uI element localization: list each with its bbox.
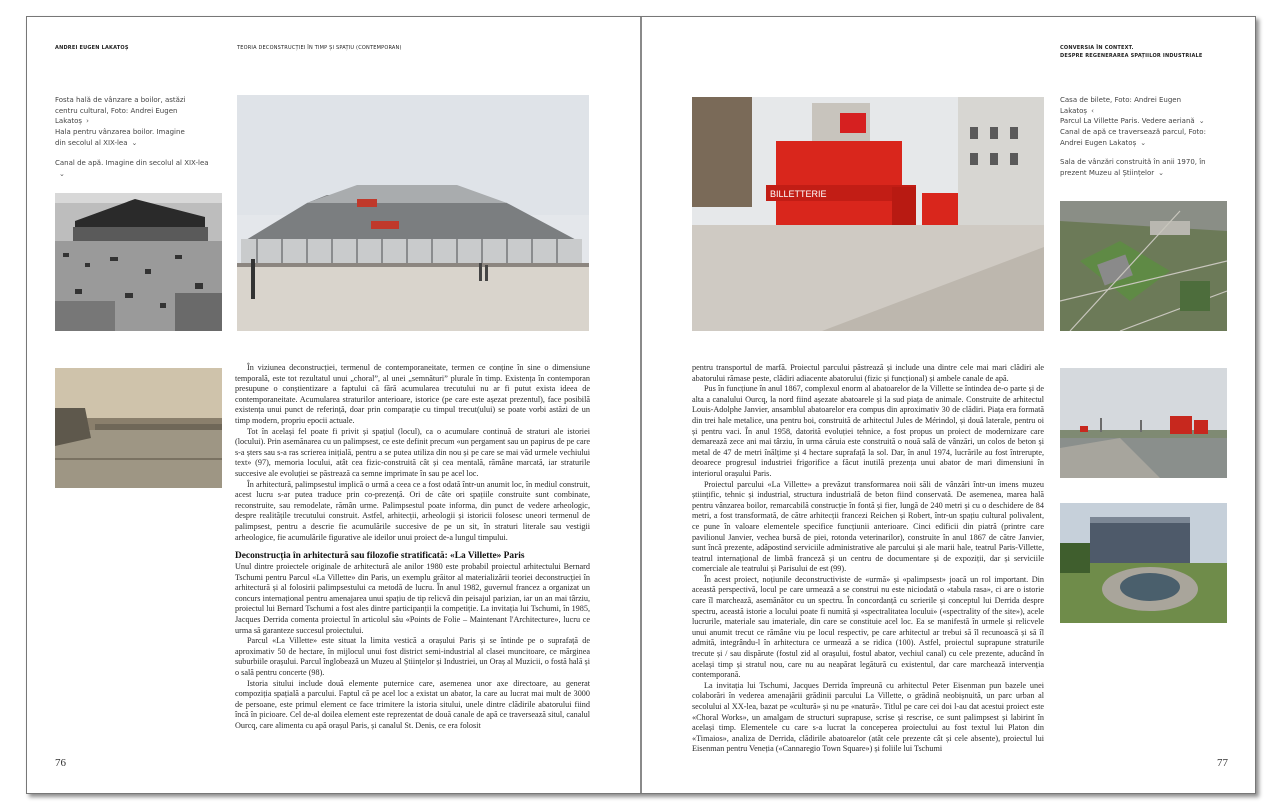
historic-canal-photo: [55, 368, 222, 488]
billetterie-photo: [692, 97, 1044, 331]
aerial-park-photo: [1060, 201, 1227, 331]
right-page: [642, 17, 1255, 793]
left-page: [27, 17, 640, 793]
historic-hall-photo: [55, 193, 222, 331]
book-spread: [26, 16, 1256, 794]
running-head-author: ANDREI EUGEN LAKATOȘ: [55, 45, 129, 51]
chevron-left-icon: ‹: [1091, 106, 1094, 115]
billetterie-sign: BILLETTERIE: [770, 189, 827, 199]
running-head-title: TEORIA DECONSTRUCȚIEI ÎN TIMP ȘI SPAȚIU (CONTEMPORAN): [237, 45, 402, 51]
caption-hall-today: Fosta hală de vânzare a boilor, astăzi centru cultural, Foto: Andrei Eugen Lakatoș ›: [55, 96, 186, 125]
caption-canal-park: Canal de apă ce traversează parcul, Foto: Andrei Eugen Lakatoș ⌄: [1060, 128, 1206, 147]
canal-folly-photo: [1060, 368, 1227, 478]
running-head-line1: CONVERSIA ÎN CONTEXT.: [1060, 45, 1134, 51]
chevron-down-icon: ⌄: [131, 138, 138, 147]
science-museum-photo: [1060, 503, 1227, 623]
chevron-right-icon: ›: [86, 117, 89, 125]
grande-halle-photo: [237, 95, 589, 331]
right-body-text: pentru transportul de marfă. Proiectul parcului păstrează și include una dintre cele mai mari clădiri ale abatorului rămase peste, clădiri adiacente abatorului (fizic și funcțional) și ambele canale de apă. Pus în funcțiune în anul 1867, complexul enorm al abatoarelor de la Villette se întindea de-o parte și de alta a canalului Ourcq, la nord fiind așezate abatoarele și la sud piața de animale. Construite de arhitectul Louis-Adolphe Janvier, ansamblul abatoarelor era compus din aproximativ 30 de clădiri. Piața era formată din trei hale metalice, una pentru boi, construită de arhitectul Jules de Mérindol, și două laterale, pentru oi și pentru vaci. În anul 1958, datorită evoluției tehnice, a fost propus un proiect de modernizare care demarează zece ani mai târziu, în urma căruia este construită o nouă sală de vânzări, un colos de beton și metal de 47 de metri înălțime și 4 hectare suprafață la sol. Dar, în anul 1974, lucrările au fost întrerupte, deoarece progresul industriei frigorifice a făcut inutilă prezența unui abator de mari dimensiuni în interiorul orașului Paris. Proiectul parcului «La Villette» a prevăzut transformarea noii săli de vânzări într-un imens muzeu științific, tehnic și industrial, structura industrială de beton fiind conservată. De asemenea, marea hală pentru vânzarea boilor, remarcabilă construcție în fontă și fier, lungă de 240 metri și cu o deschidere de 84 metri, a fost transformată, de către arhitecții francezi Reichen și Robert, într-un spațiu cultural polivalent, ce pune în valoare elementele specifice funcțiunii anterioare. Cinci edificii din piatră (printre care pavilionul Janvier, vechea bursă de piei, rotonda veterinarilor), construite în anul 1867 de către Janvier, sunt încă prezente, adăpostind serviciile administrative ale parcului și ale marii hale, teatrul Paris-Villette, teatrul internațional de limbă franceză și un centru de documentare și de expoziții, dar și serviciile comerciale ale teatrului și Parisului de est (99). În acest proiect, noțiunile deconstructiviste de «urmă» și «palimpsest» joacă un rol important. Din această perspectivă, locul pe care urmează a se construi nu este niciodată o «tabula rasa», ci are o istorie care îl marchează, asemănător cu un spectru. În concordanță cu scrierile și conceptul lui Derrida despre spectru, această istorie a locului poate fi numită și «spectralitatea locului» («spectrality of the site»), acele lucrurile, materiale sau imateriale, din care se constituie acel loc. Ea se manifestă în urmele și relicvele unui anumit trecut ce rămâne viu pe locul respectiv, pe care arhitectul ar trebui să îl recunoască și să îl admită, integrându-l în arhitectura ce urmează a se ridica (100). Astfel, proiectul suprapune straturile trecute și / sau dispărute (fostul zid al orașului, fostul abator, vechiul canal) cu cele prezente, aducând în același timp și stratul nou, care nu au neapărat legătură cu existentul, dar care marchează intervenția contemporană. La invitația lui Tschumi, Jacques Derrida împreună cu arhitectul Peter Eisenman pun bazele unei colaborări în vederea amenajării grădinii parcului La Villette, o grădină neobișnuită, un parc urban al secolului al XX-lea, bazat pe «cultură» și nu pe «natură». Titlul pe care cei doi l-au dat acestui proiect este «Choral Works», un amalgam de structuri suprapuse, scrise și rescrise, ce sunt palimpsest și labirint în același timp. Elementele cu care s-a lucrat la conceperea proiectului au fost textul lui Platon din «Timaios», analiza de Derrida, clădirile abatoarelor (atât cele prezente cât și cele absente), proiectul lui Eisenman pentru Veneția («Cannaregio Town Square») și foliile lui Tschumi: [692, 363, 1044, 754]
chevron-down-icon: ⌄: [59, 169, 65, 178]
running-head-line2: DESPRE REGENERAREA SPAȚIILOR INDUSTRIALE: [1060, 53, 1203, 59]
caption-aerial-view: Parcul La Villette Paris. Vedere aeriană ⌄: [1060, 117, 1205, 125]
caption-canal-19th-century: Canal de apă. Imagine din secolul al XIX-lea⌄: [55, 159, 209, 178]
section-heading: Deconstrucția în arhitectură sau filozofie stratificată: «La Villette» Paris: [235, 551, 525, 562]
caption-hall-19th-century: Hala pentru vânzarea boilor. Imagine din secolul al XIX-lea ⌄: [55, 128, 185, 147]
left-body-text: În viziunea deconstrucției, termenul de contemporaneitate, termen ce conține în sine o dimensiune temporală, este tot rezultatul unui „choral”, al unei „semnături” plurale în timp. Existența în contemporan presupune o conștientizare a faptului că fără acumularea trecutului nu ar fi putut exista ideea de contemporaneitate. Acumularea straturilor anterioare, istorice (pe care este așezat prezentul), face posibilă existența unui punct de referință, doar prin comparație cu timpul trecut(ului) se poate vorbi astăzi de un timp modern, propriu epocii actuale. Tot în același fel poate fi privit și spațiul (locul), ca o acumulare continuă de straturi ale istoriei (locului). Prin asemănarea cu un palimpsest, ce este definit precum «un pergament sau un papirus de pe care s-a șters sau s-a ras scrierea inițială, pentru a se putea utiliza din nou și pe care se mai văd urmele vechiului text» (97), memoria locului, atât cea fizic-construită cât și cea mentală, rămâne marcată, iar straturile succesive ale evoluției se păstrează ca semne imprimate în sau pe acel loc. În arhitectură, palimpsestul implică o urmă a ceea ce a fost odată într-un anumit loc, în mediul construit, acest lucru s-ar putea traduce prin co-prezență. Ori de câte ori spațiile construite sunt combinate, reconstruite, sau remodelate, rămân urme. Palimpsestul poate informa, din punct de vedere arheologic, despre realitățile trecutului construit. Astfel, arhitecții, arheologii și istoricii folosesc uneori termenul de palimpsest, pentru a descrie fie acumulările succesive de pe un sit, în straturi literale sau vestigii arheologice, fie acumulările figurative ale ideilor unui proiect de-a lungul timpului. Deconstrucția în arhitectură sau filozofie stratificată: «La Villette» Paris Unul dintre proiectele originale de arhitectură ale anilor 1980 este probabil proiectul arhitectului Bernard Tschumi pentru Parcul «La Villette» din Paris, un exemplu grăitor al materializării teoriei deconstrucției în arhitectură și al folosirii palimpsestului ca metodă de lucru. În anul 1982, guvernul francez a organizat un concurs internațional pentru amenajarea unui spațiu de tip relicvă din peisajul parizian, iar un an mai târziu, proiectul lui Bernard Tschumi a fost ales dintre participanții la competiție. La invitația lui Tschumi, în 1985, Jacques Derrida comenta proiectul în articolul său «Points de Folie – Maintenant l'Architecture», lucru ce urma să garanteze succesul proiectului. Parcul «La Villette» este situat la limita vestică a orașului Paris și se întinde pe o suprafață de aproximativ 50 de hectare, în mijlocul unui fost district semi-industrial al clasei muncitoare, ce mărginea suburbiile orașului. Parcul înglobează un Muzeu al Științelor și Industriei, un Oraș al Muzicii, o fostă hală și o sală pentru concerte (98). Istoria sitului include două elemente puternice care, asemenea unor axe directoare, au generat compoziția spațială a parcului. Faptul că pe acel loc a existat un abator, la care au lucrat mai mult de 3000 de persoane, este primul element ce face trimitere la istoria sitului, unele dintre clădirile abatorului fiind încă în picioare. Cel de-al doilea element este reprezentat de două canale de apă ce traversează situl, canalul Ourcq, care alimenta cu apă orașul Paris, și canalul St. Denis, ce era folosit: [235, 363, 590, 730]
chevron-down-icon: ⌄: [1140, 138, 1147, 147]
caption-ticket-office: Casa de bilete, Foto: Andrei Eugen Lakatoș ‹: [1060, 96, 1182, 115]
page-number: 76: [55, 757, 66, 769]
chevron-down-icon: ⌄: [1158, 168, 1164, 177]
caption-sales-hall: Sala de vânzări construită în anii 1970, în prezent Muzeu al Științelor ⌄: [1060, 158, 1206, 177]
page-number: 77: [1217, 757, 1228, 769]
chevron-down-icon: ⌄: [1198, 117, 1205, 125]
